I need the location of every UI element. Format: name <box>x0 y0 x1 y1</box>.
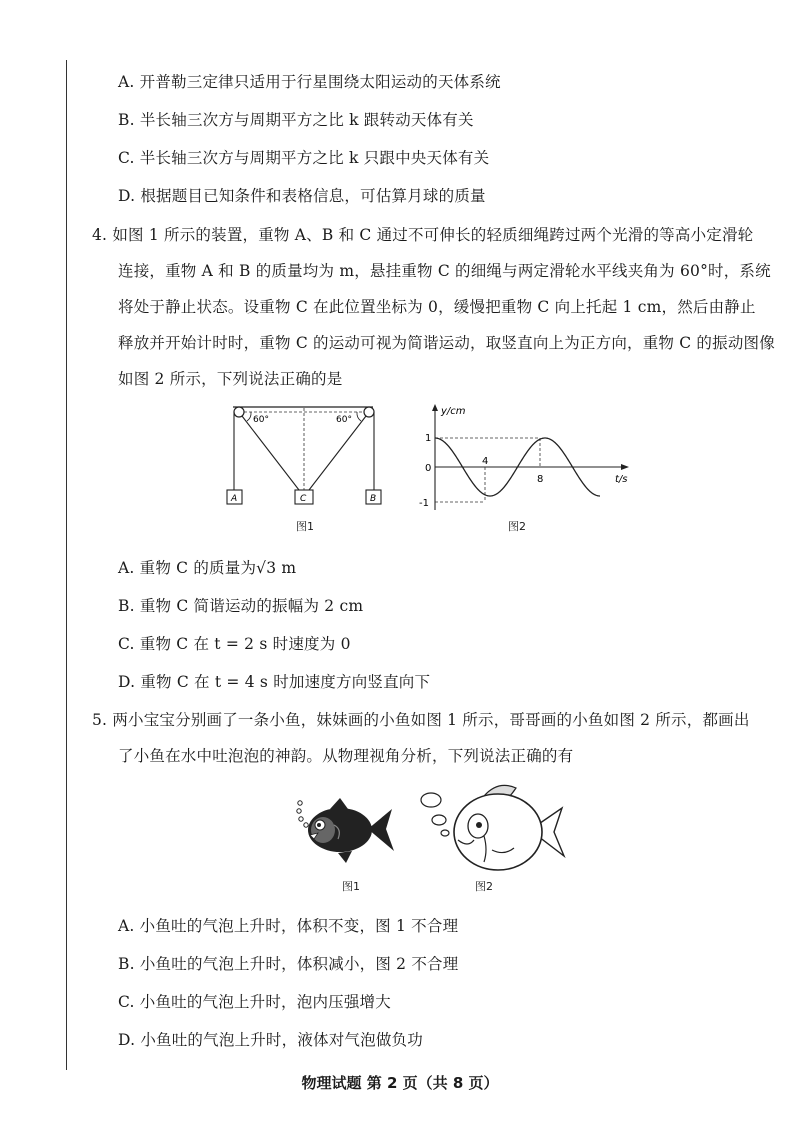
weight-label-c: C <box>300 494 307 504</box>
q5-stem-line-2: 了小鱼在水中吐泡泡的神韵。从物理视角分析，下列说法正确的有 <box>118 747 574 765</box>
y-axis-arrow-icon <box>432 404 438 411</box>
y-axis-label: y/cm <box>441 406 466 417</box>
y-tick-label-neg1: -1 <box>419 498 429 509</box>
q4-figure-2-caption: 图2 <box>508 520 526 533</box>
q4-figure-2-chart <box>405 398 635 518</box>
x-axis-arrow-icon <box>621 464 629 470</box>
x-tick-label-4: 4 <box>482 456 489 467</box>
q4-option-c: C. 重物 C 在 t = 2 s 时速度为 0 <box>118 635 351 653</box>
q4-option-d: D. 重物 C 在 t = 4 s 时加速度方向竖直向下 <box>118 673 431 691</box>
q3-option-c: C. 半长轴三次方与周期平方之比 k 只跟中央天体有关 <box>118 149 490 167</box>
q5-option-c: C. 小鱼吐的气泡上升时，泡内压强增大 <box>118 993 391 1011</box>
angle-arc-left <box>247 412 251 421</box>
rope-left-to-c <box>242 416 299 490</box>
q4-stem-line-3: 将处于静止状态。设重物 C 在此位置坐标为 0，缓慢把重物 C 向上托起 1 cm，然后由静止 <box>118 298 756 316</box>
angle-label-left: 60° <box>253 415 269 425</box>
x-axis-label: t/s <box>615 474 628 485</box>
q4-stem-line-4: 释放并开始计时时，重物 C 的运动可视为简谐运动，取竖直向上为正方向，重物 C 的振动图像 <box>118 334 775 352</box>
weight-label-a: A <box>231 494 238 504</box>
x-tick-label-8: 8 <box>537 474 544 485</box>
origin-label: 0 <box>425 463 432 474</box>
q3-option-b: B. 半长轴三次方与周期平方之比 k 跟转动天体有关 <box>118 111 474 129</box>
rope-right-to-c <box>309 416 366 490</box>
y-tick-label-1: 1 <box>425 433 432 444</box>
binding-margin-line <box>66 60 67 1070</box>
q4-figure-1-caption: 图1 <box>296 520 314 533</box>
q3-option-d: D. 根据题目已知条件和表格信息，可估算月球的质量 <box>118 187 486 205</box>
q4-stem-line-2: 连接，重物 A 和 B 的质量均为 m，悬挂重物 C 的细绳与两定滑轮水平线夹角为 60°时，系统 <box>118 262 771 280</box>
q5-option-a: A. 小鱼吐的气泡上升时，体积不变，图 1 不合理 <box>118 917 459 935</box>
q5-figure-2-caption: 图2 <box>475 880 493 893</box>
q5-option-b: B. 小鱼吐的气泡上升时，体积减小，图 2 不合理 <box>118 955 459 973</box>
page-footer: 物理试题 第 2 页（共 8 页） <box>301 1074 499 1092</box>
weight-label-b: B <box>370 494 377 504</box>
q3-option-a: A. 开普勒三定律只适用于行星围绕太阳运动的天体系统 <box>118 73 501 91</box>
q4-stem-line-5: 如图 2 所示，下列说法正确的是 <box>118 370 343 388</box>
q5-figure-2-fish-icon <box>418 778 568 878</box>
angle-label-right: 60° <box>336 415 352 425</box>
q5-option-d: D. 小鱼吐的气泡上升时，液体对气泡做负功 <box>118 1031 423 1049</box>
q4-option-a: A. 重物 C 的质量为√3 m <box>118 559 297 577</box>
right-pulley-icon <box>364 407 374 417</box>
q5-figure-1-caption: 图1 <box>342 880 360 893</box>
angle-arc-right <box>357 412 361 421</box>
q5-stem-line-1: 5. 两小宝宝分别画了一条小鱼，妹妹画的小鱼如图 1 所示，哥哥画的小鱼如图 2 所示，都画出 <box>92 711 750 729</box>
q4-stem-line-1: 4. 如图 1 所示的装置，重物 A、B 和 C 通过不可伸长的轻质细绳跨过两个光滑的等高小定滑轮 <box>92 226 754 244</box>
q4-figure-1 <box>225 398 385 520</box>
left-pulley-icon <box>234 407 244 417</box>
q4-option-b: B. 重物 C 简谐运动的振幅为 2 cm <box>118 597 364 615</box>
q5-figure-1-fish-icon <box>290 795 400 867</box>
